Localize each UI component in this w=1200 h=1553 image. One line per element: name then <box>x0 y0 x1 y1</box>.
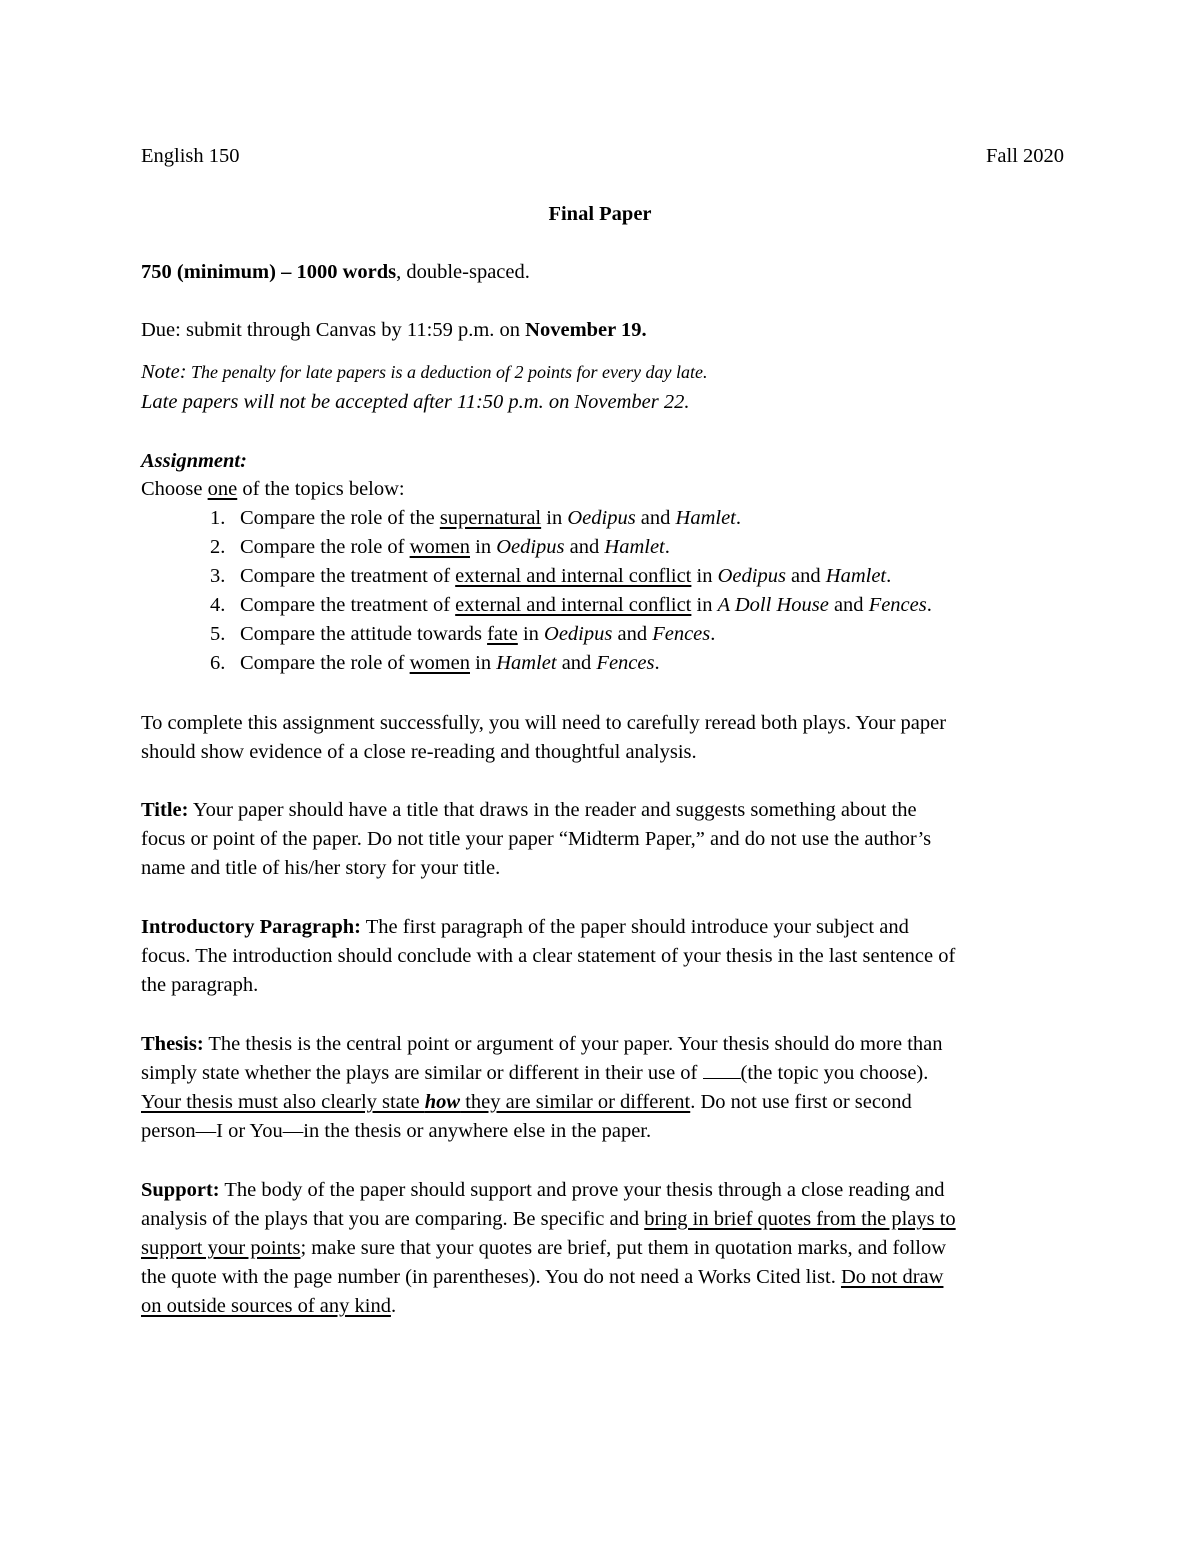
topic-item <box>210 650 660 676</box>
intro-section-label: Introductory Paragraph: <box>141 916 361 938</box>
support-line-4 <box>141 1264 1060 1290</box>
course-label: English 150 <box>141 145 240 167</box>
support-underlined: on outside sources of any kind <box>141 1295 391 1317</box>
topic-text: . <box>735 507 742 529</box>
thesis-line-2 <box>141 1060 1060 1086</box>
topic-number: 3. <box>210 565 226 587</box>
topic-work-1: Oedipus <box>544 623 613 645</box>
topic-work-2: Hamlet <box>825 565 887 587</box>
fill-in-blank <box>703 1060 741 1079</box>
support-underlined: support your points <box>141 1237 301 1259</box>
thesis-emphasis: how <box>424 1091 461 1113</box>
title-section-line-3: name and title of his/her story for your title. <box>141 857 501 879</box>
late-note-line-2: Late papers will not be accepted after 11:50 p.m. on November 22. <box>141 391 690 413</box>
title-section-line-2: focus or point of the paper. Do not title your paper “Midterm Paper,” and do not use the author’s <box>141 828 932 850</box>
topic-text: in <box>691 594 718 616</box>
topic-item <box>210 592 932 618</box>
thesis-text: . Do not use first or second <box>690 1091 912 1113</box>
topic-text: . <box>710 623 716 645</box>
topic-work-2: Hamlet <box>604 536 665 558</box>
topic-item <box>210 621 715 647</box>
support-line-2 <box>141 1206 1060 1232</box>
topic-subject: external and internal conflict <box>455 594 692 616</box>
topic-text: Compare the treatment of <box>240 565 456 587</box>
topic-subject: fate <box>487 623 518 645</box>
topic-number: 2. <box>210 536 226 558</box>
length-rest: , double-spaced. <box>396 261 530 283</box>
topic-text: . <box>886 565 892 587</box>
support-text: ; make sure that your quotes are brief, put them in quotation marks, and follow <box>300 1237 947 1259</box>
topic-text: in <box>470 536 497 558</box>
topic-work-1: Oedipus <box>496 536 565 558</box>
intro-section-line-2: focus. The introduction should conclude with a clear statement of your thesis in the last sentence of <box>141 945 956 967</box>
due-line <box>141 317 1060 343</box>
intro-section-line-3: the paragraph. <box>141 974 259 996</box>
topic-subject: women <box>409 652 470 674</box>
title-section-text: Your paper should have a title that draws in the reader and suggests something about the <box>188 799 917 821</box>
thesis-label: Thesis: <box>141 1033 204 1055</box>
topic-text: in <box>691 565 718 587</box>
thesis-line-4: person—I or You—in the thesis or anywhere else in the paper. <box>141 1120 652 1142</box>
length-requirement <box>141 259 1060 285</box>
note-text-1: The penalty for late papers is a deduction of 2 points for every day late. <box>186 362 708 382</box>
support-text: The body of the paper should support and prove your thesis through a close reading and <box>219 1179 945 1201</box>
topic-text: and <box>612 623 653 645</box>
thesis-underlined: they are similar or different <box>460 1091 691 1113</box>
due-prefix: Due: submit through Canvas by 11:59 p.m. on <box>141 319 526 341</box>
late-note-line-1 <box>141 359 1060 385</box>
thesis-line-1 <box>141 1031 1060 1057</box>
complete-line-2: should show evidence of a close re-reading and thoughtful analysis. <box>141 741 697 763</box>
topic-text: . <box>654 652 660 674</box>
document-title: Final Paper <box>548 203 652 225</box>
thesis-line-3 <box>141 1089 1060 1115</box>
topic-number: 1. <box>210 507 226 529</box>
topic-subject: supernatural <box>439 507 542 529</box>
intro-section-line-1 <box>141 914 1060 940</box>
topic-work-1: Oedipus <box>567 507 636 529</box>
support-line-5 <box>141 1293 1060 1319</box>
topic-text: Compare the treatment of <box>240 594 456 616</box>
topic-text: Compare the role of <box>240 536 410 558</box>
support-line-1 <box>141 1177 1060 1203</box>
topic-text: in <box>470 652 497 674</box>
topic-text: . <box>664 536 670 558</box>
topic-text: in <box>541 507 568 529</box>
topic-work-2: Fences <box>868 594 927 616</box>
topic-item <box>210 505 741 531</box>
topic-text: Compare the role of the <box>240 507 440 529</box>
thesis-underlined: Your thesis must also clearly state <box>141 1091 425 1113</box>
topic-subject: external and internal conflict <box>455 565 692 587</box>
intro-pre: Choose <box>141 478 208 500</box>
topic-text: and <box>785 565 826 587</box>
topic-work-2: Fences <box>652 623 711 645</box>
topic-text: and <box>564 536 605 558</box>
support-text: . <box>390 1295 397 1317</box>
support-underlined: Do not draw <box>840 1266 944 1288</box>
topic-text: Compare the role of <box>240 652 410 674</box>
note-label: Note: <box>141 361 187 383</box>
topic-item <box>210 563 891 589</box>
assignment-intro <box>141 476 1060 502</box>
topic-work-1: Oedipus <box>717 565 786 587</box>
support-text: analysis of the plays that you are comparing. Be specific and <box>141 1208 645 1230</box>
support-line-3 <box>141 1235 1060 1261</box>
topic-number: 4. <box>210 594 226 616</box>
topic-text: in <box>517 623 545 645</box>
support-label: Support: <box>141 1179 220 1201</box>
support-underlined: bring in brief quotes from the plays to <box>644 1208 956 1230</box>
topic-text: Compare the attitude towards <box>240 623 488 645</box>
topic-work-1: Hamlet <box>496 652 557 674</box>
topic-work-2: Hamlet <box>675 507 736 529</box>
intro-underlined: one <box>207 478 238 500</box>
thesis-text: simply state whether the plays are similar or different in their use of <box>141 1062 703 1084</box>
thesis-text: (the topic you choose). <box>740 1062 929 1084</box>
assignment-heading: Assignment: <box>141 450 247 472</box>
complete-line-1: To complete this assignment successfully, you will need to carefully reread both plays. Your paper <box>141 712 947 734</box>
topic-number: 6. <box>210 652 226 674</box>
topic-text: and <box>556 652 597 674</box>
term-label: Fall 2020 <box>986 145 1065 167</box>
intro-section-text: The first paragraph of the paper should introduce your subject and <box>361 916 909 938</box>
word-count: 750 (minimum) – 1000 words <box>141 261 397 283</box>
due-date: November 19. <box>525 319 647 341</box>
topic-text: and <box>828 594 869 616</box>
topic-text: . <box>926 594 932 616</box>
intro-post: of the topics below: <box>237 478 405 500</box>
title-section-line-1 <box>141 797 1060 823</box>
header-row <box>141 143 1065 169</box>
title-section-label: Title: <box>141 799 189 821</box>
topic-text: and <box>635 507 676 529</box>
topic-work-1: A Doll House <box>717 594 829 616</box>
thesis-text: The thesis is the central point or argument of your paper. Your thesis should do more than <box>203 1033 943 1055</box>
topic-item <box>210 534 670 560</box>
support-text: the quote with the page number (in parentheses). You do not need a Works Cited list. <box>141 1266 841 1288</box>
topic-number: 5. <box>210 623 226 645</box>
topic-work-2: Fences <box>596 652 655 674</box>
topic-subject: women <box>409 536 470 558</box>
